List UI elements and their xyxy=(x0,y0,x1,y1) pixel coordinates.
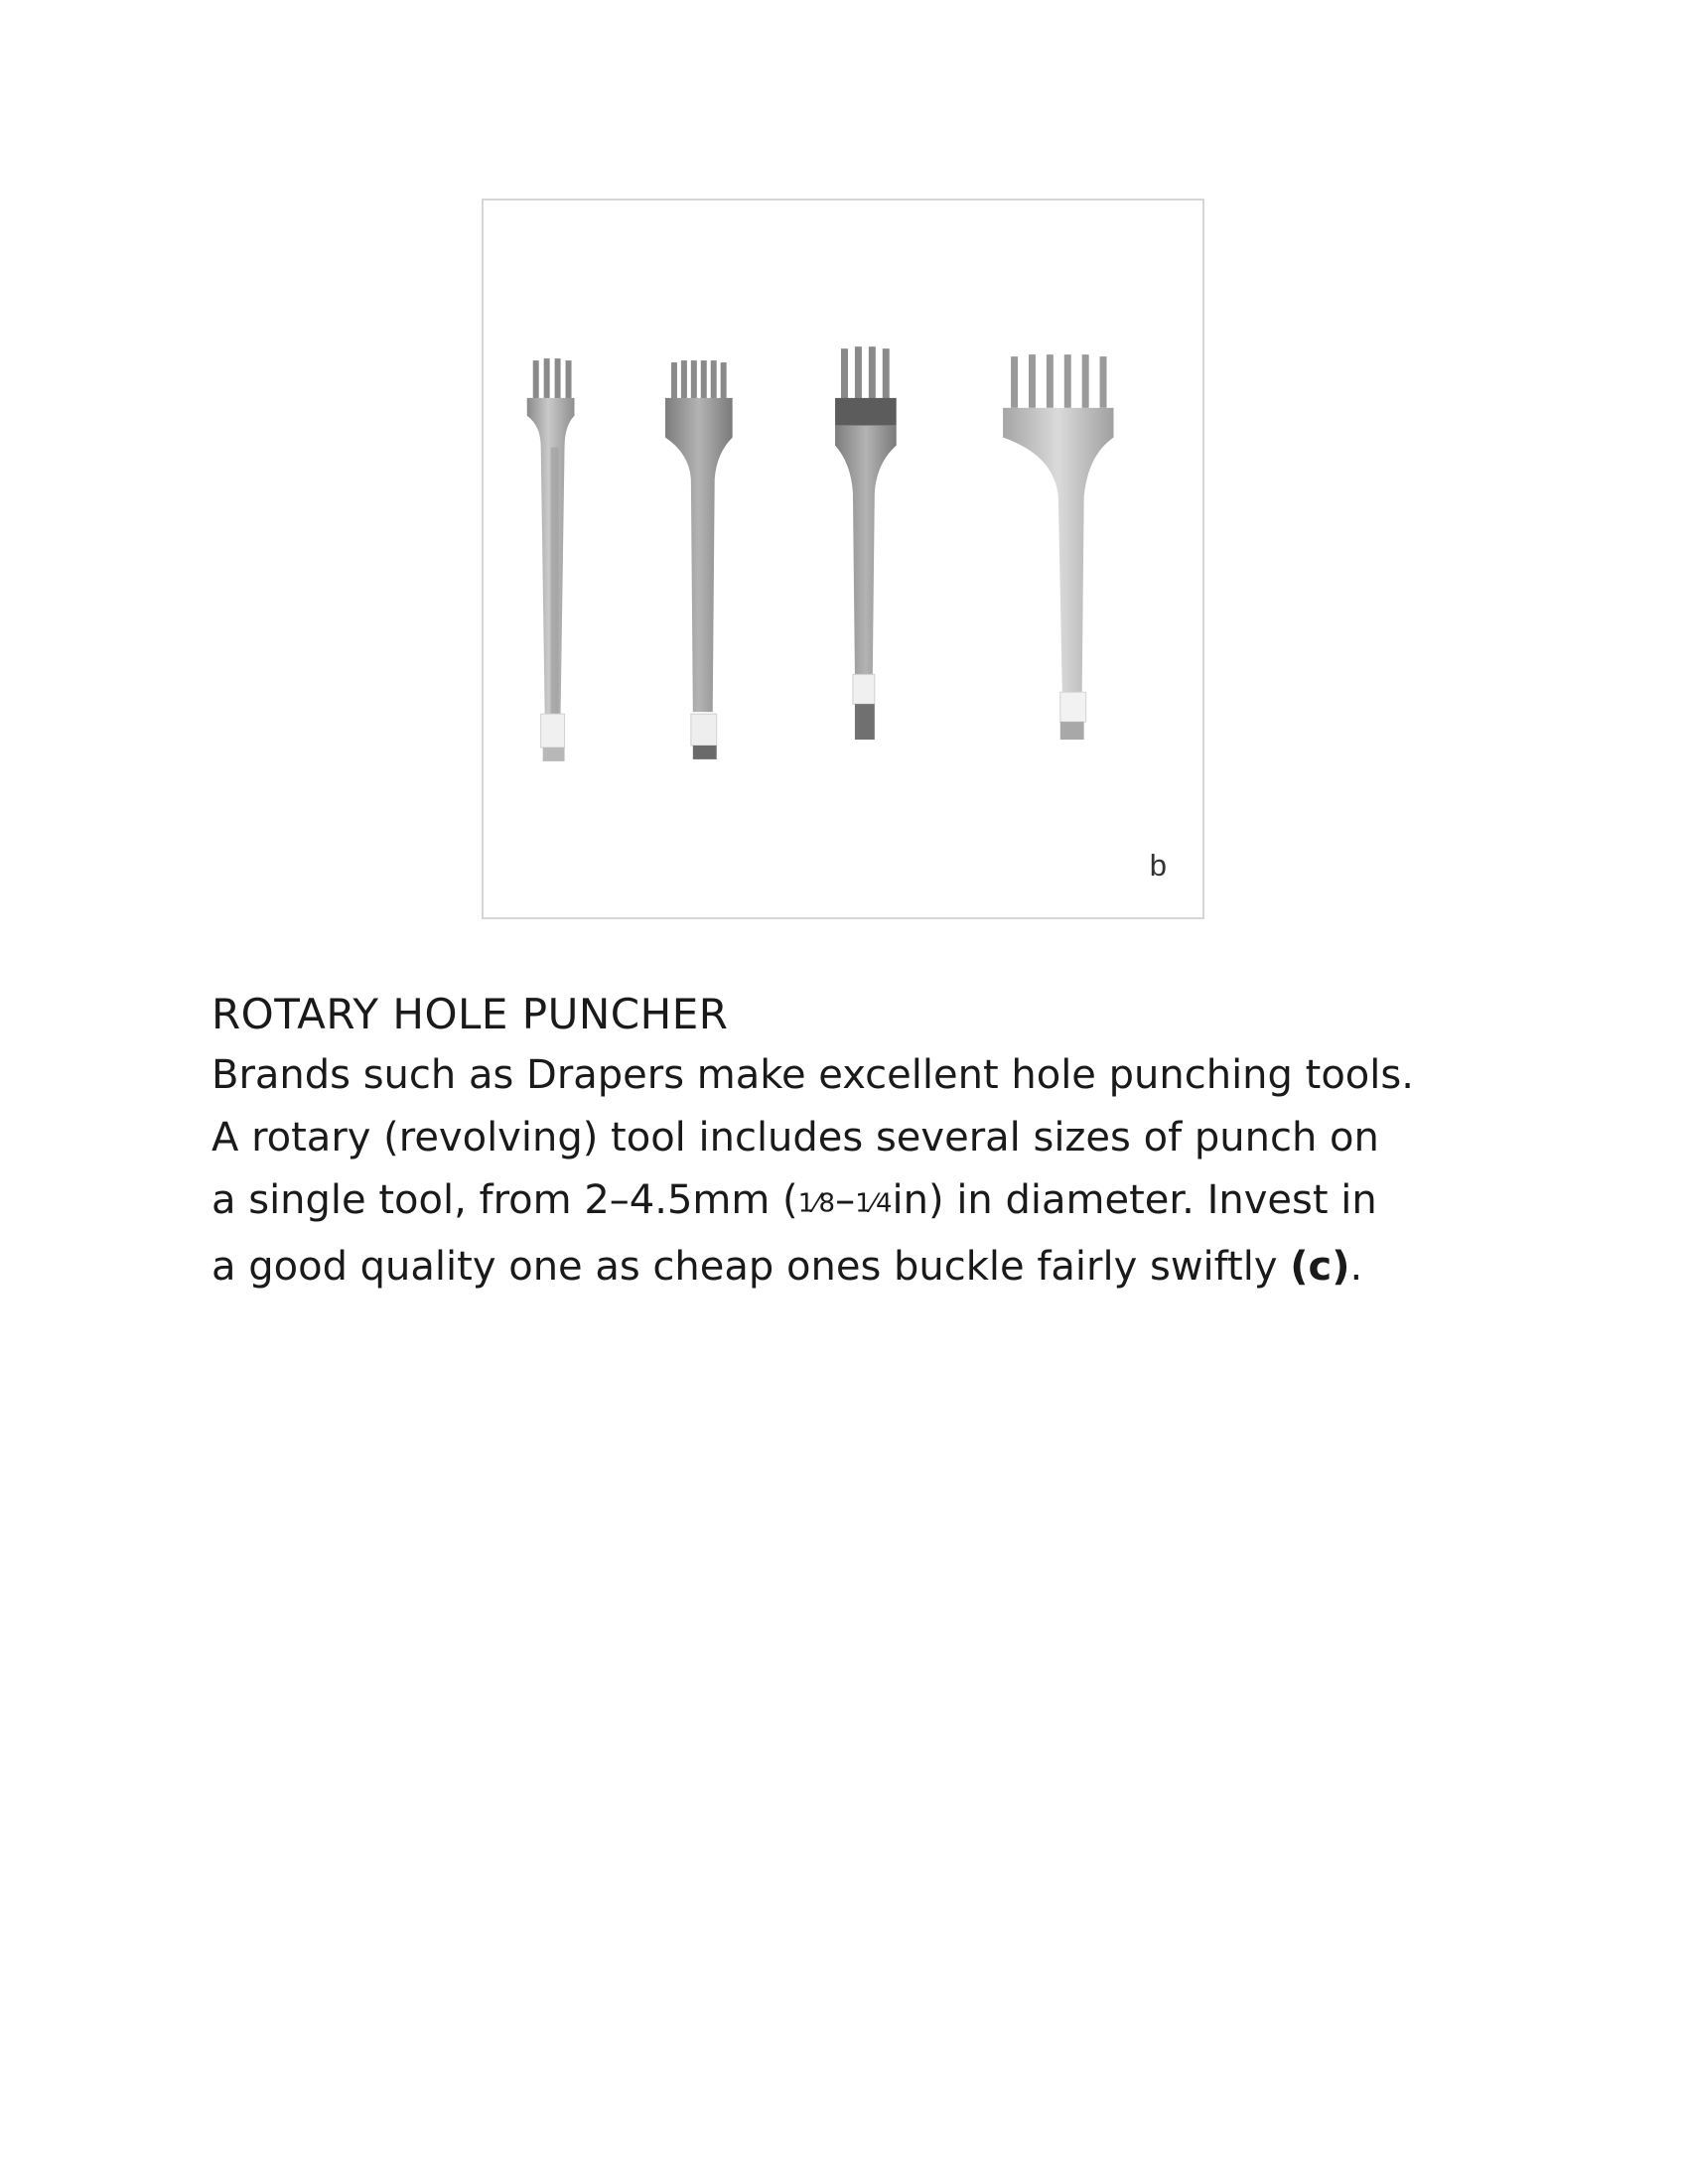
body-line-3-end: in) in diameter. Invest in xyxy=(892,1177,1377,1223)
body-line-1: Brands such as Drapers make excellent hole punching tools. xyxy=(211,1052,1414,1098)
pricking-iron-1 xyxy=(527,358,575,761)
pricking-irons-illustration xyxy=(484,201,1202,917)
figure-image xyxy=(482,199,1204,919)
pricking-iron-3 xyxy=(835,346,897,740)
fraction-one-quarter: 1⁄4 xyxy=(855,1188,893,1219)
pricking-iron-4 xyxy=(1003,354,1113,740)
figure-reference: (c) xyxy=(1290,1243,1350,1290)
body-line-3-start: a single tool, from 2–4.5mm ( xyxy=(211,1177,798,1223)
range-dash: – xyxy=(835,1177,856,1223)
figure-label: b xyxy=(1149,848,1167,883)
pricking-iron-2 xyxy=(665,360,733,759)
body-line-4 xyxy=(211,1236,1502,1298)
body-line-3 xyxy=(211,1169,1502,1236)
body-line-2: A rotary (revolving) tool includes several sizes of punch on xyxy=(211,1115,1379,1160)
body-line-4-start: a good quality one as cheap ones buckle fairly swiftly xyxy=(211,1243,1291,1290)
section-heading: ROTARY HOLE PUNCHER xyxy=(211,990,729,1038)
article-section xyxy=(211,985,1502,1298)
body-line-4-end: . xyxy=(1349,1243,1363,1290)
fraction-one-eighth: 1⁄8 xyxy=(797,1188,836,1219)
